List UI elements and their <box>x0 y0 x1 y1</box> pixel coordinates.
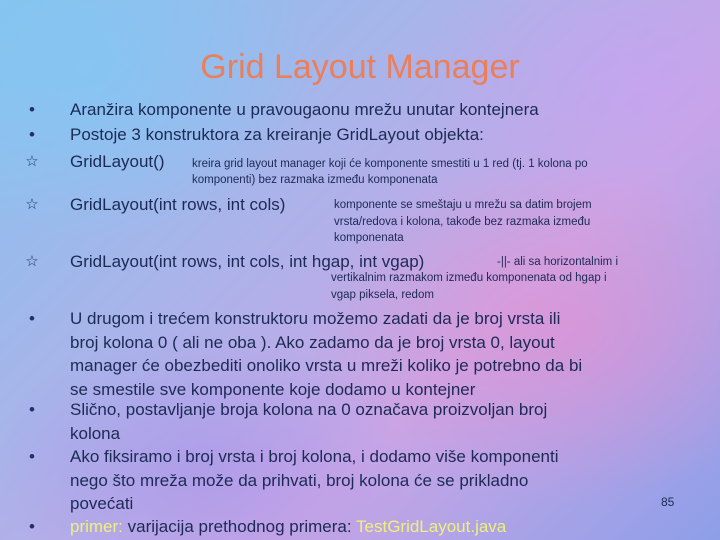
bullet-paragraph <box>70 307 582 401</box>
bullet-dot: • <box>29 400 35 419</box>
bullet-line: povećati <box>70 494 134 513</box>
bullet-line: U drugom i trećem konstruktoru možemo zadati da je broj vrsta ili <box>70 309 561 328</box>
constructor-description: -||- ali sa horizontalnim i <box>497 256 619 268</box>
example-text: varijacija prethodnog primera: <box>127 517 352 536</box>
bullet-text: Postoje 3 konstruktora za kreiranje GridLayout objekta: <box>70 125 484 144</box>
constructor-description: komponenti) bez razmaka između komponenata <box>192 174 438 186</box>
bullet-dot: • <box>29 447 35 466</box>
bullet-line: Slično, postavljanje broja kolona na 0 označava proizvoljan broj <box>70 400 548 419</box>
bullet-line: se smestile sve komponente koje dodamo u kontejner <box>70 379 476 399</box>
slide-title: Grid Layout Manager <box>200 48 520 86</box>
example-file-link[interactable]: TestGridLayout.java <box>356 517 507 536</box>
constructor-signature: GridLayout(int rows, int cols) <box>70 195 286 214</box>
constructor-signature: GridLayout() <box>70 152 165 171</box>
bullet-line: kolona <box>70 423 121 443</box>
constructor-description: vrsta/redova i kolona, takođe bez razmaka između <box>334 216 591 228</box>
bullet-line: nego što mreža može da prihvati, broj kolona će se prikladno <box>70 470 529 490</box>
bullet-line: broj kolona 0 ( ali ne oba ). Ako zadamo da je broj vrsta 0, layout <box>70 332 555 352</box>
bullet-dot: • <box>29 100 35 119</box>
star-icon: ☆ <box>25 153 39 170</box>
bullet-text: Aranžira komponente u pravougaonu mrežu unutar kontejnera <box>70 100 539 119</box>
constructor-signature: GridLayout(int rows, int cols, int hgap, int vgap) <box>70 252 425 271</box>
bullet-line: Ako fiksiramo i broj vrsta i broj kolona, i dodamo više komponenti <box>70 447 559 466</box>
bullet-dot: • <box>29 517 35 536</box>
constructor-description: kreira grid layout manager koji će komponente smestiti u 1 red (tj. 1 kolona po <box>192 158 588 170</box>
bullet-dot: • <box>29 125 35 144</box>
example-line <box>70 515 506 539</box>
bullet-paragraph <box>70 445 559 516</box>
star-icon: ☆ <box>25 253 39 270</box>
example-label: primer: <box>70 517 123 536</box>
constructor-description: komponenata <box>334 232 404 244</box>
star-icon: ☆ <box>25 196 39 213</box>
page-number: 85 <box>661 495 675 509</box>
bullet-line: manager će obezbediti onoliko vrsta u mreži koliko je potrebno da bi <box>70 356 583 375</box>
bullet-paragraph <box>70 398 547 445</box>
constructor-description: vertikalnim razmakom između komponenata od hgap i <box>331 272 607 284</box>
bullet-dot: • <box>29 309 35 328</box>
constructor-description: vgap piksela, redom <box>331 289 434 301</box>
constructor-description: komponente se smeštaju u mrežu sa datim brojem <box>334 199 592 211</box>
